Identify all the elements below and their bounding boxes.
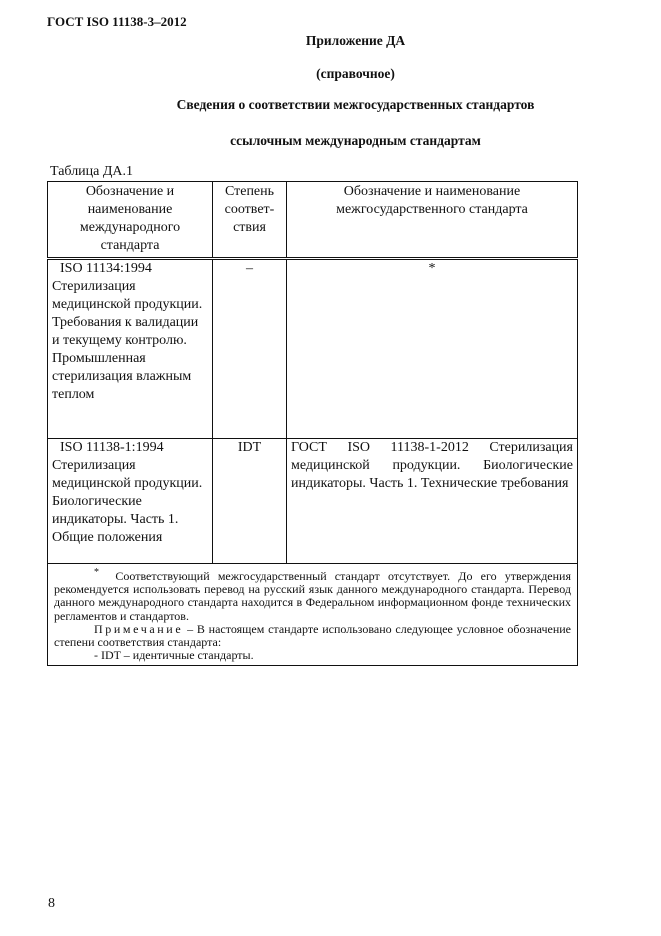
footnote-star-text: Соответствующий межгосударственный стандарт отсутствует. До его утверждения рекомендуется использовать перевод на русский язык данного международного стандарта. Перевод данного международного стандарта находится в Федеральном информационном фонде технических регламентов и стандартов. xyxy=(54,569,571,623)
footnote-cell xyxy=(48,564,578,666)
table-caption: Таблица ДА.1 xyxy=(50,164,134,179)
intl-standard-cell xyxy=(48,439,213,564)
intl-standard-cell xyxy=(48,259,213,439)
appendix-heading-line-2: ссылочным международным стандартам xyxy=(230,133,481,148)
appendix-subtitle: (справочное) xyxy=(316,66,395,81)
note-item: - IDT – идентичные стандарты. xyxy=(94,648,254,663)
header-degree: Степень соответ-ствия xyxy=(213,182,287,259)
intl-standard-code: ISO 11138-1:1994 xyxy=(60,440,164,455)
degree-cell: IDT xyxy=(213,439,287,564)
intl-standard-code: ISO 11134:1994 xyxy=(60,261,152,276)
table-footnote-row xyxy=(48,564,578,666)
intl-standard-name: Стерилизация медицинской продукции. Биологические индикаторы. Часть 1. Общие положения xyxy=(52,458,203,545)
table-row xyxy=(48,439,578,564)
note-text: – В настоящем стандарте использовано следующее условное обозначение степени соответствия стандарта: xyxy=(54,621,571,650)
table-row xyxy=(48,259,578,439)
page-number: 8 xyxy=(48,896,55,911)
footnote-star-mark: * xyxy=(94,567,99,578)
degree-cell: – xyxy=(213,259,287,439)
appendix-heading-line-1: Сведения о соответствии межгосударственных стандартов xyxy=(176,97,535,112)
footnote-note xyxy=(54,623,571,649)
document-code: ГОСТ ISO 11138-3–2012 xyxy=(47,14,187,29)
header-international-standard: Обозначение и наименование международного стандарта xyxy=(48,182,213,259)
appendix-title: Приложение ДА xyxy=(305,33,406,48)
intl-standard-name: Стерилизация медицинской продукции. Требования к валидации и текущему контролю. Промышленная стерилизация влажным теплом xyxy=(52,279,203,402)
interstate-standard-cell: ГОСТ ISO 11138-1-2012 Стерилизация медицинской продукции. Биологические индикаторы. Часть 1. Технические требования xyxy=(287,439,578,564)
interstate-standard-cell: * xyxy=(287,259,578,439)
footnote-star xyxy=(54,566,571,623)
header-interstate-standard: Обозначение и наименование межгосударственного стандарта xyxy=(287,182,578,259)
note-label: Примечание xyxy=(94,621,184,636)
table-header-row xyxy=(48,182,578,259)
correspondence-table xyxy=(47,181,578,666)
